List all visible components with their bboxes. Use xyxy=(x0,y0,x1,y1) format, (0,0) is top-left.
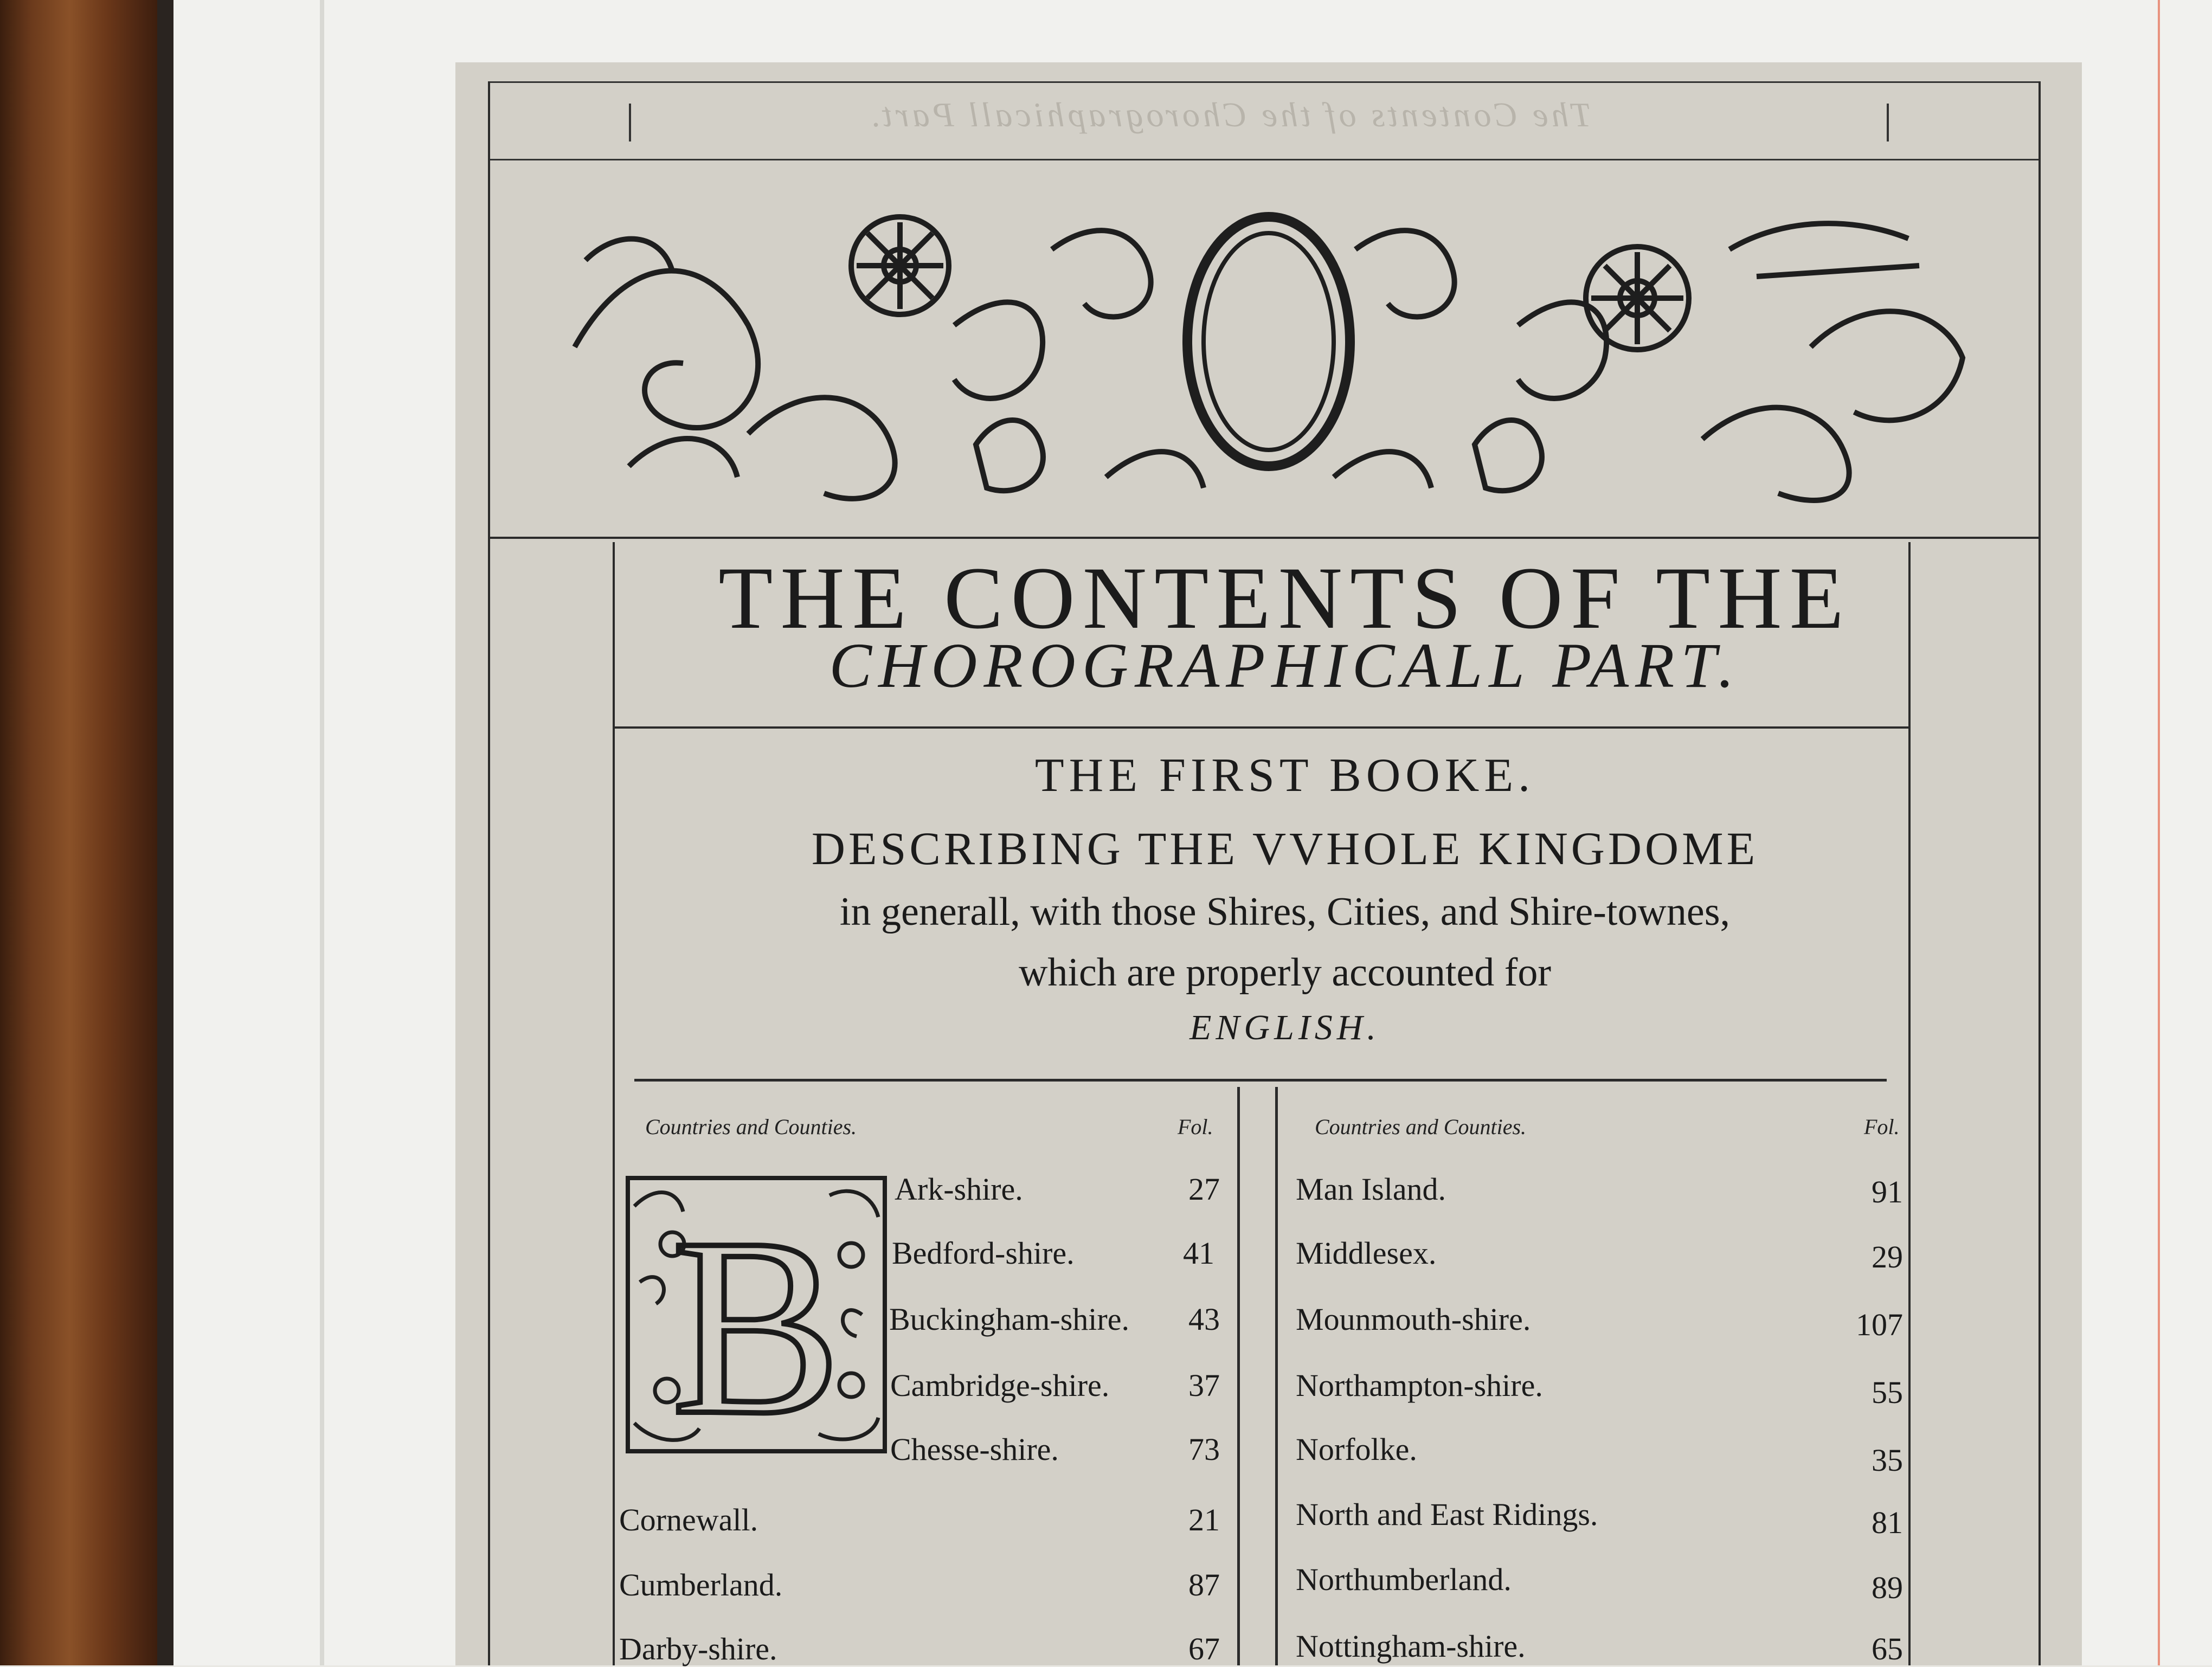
running-head-box xyxy=(488,81,2039,160)
list-item: Norfolke. xyxy=(1296,1432,1417,1467)
list-item: Buckingham-shire. xyxy=(889,1302,1129,1337)
scroll xyxy=(1518,302,1606,398)
right-fol-header: Fol. xyxy=(1864,1115,1900,1139)
list-item: Darby-shire. xyxy=(619,1631,777,1666)
list-item-fol: 67 xyxy=(1188,1631,1220,1666)
scroll xyxy=(954,302,1043,398)
decorated-initial-b xyxy=(623,1174,889,1456)
left-column-header: Countries and Counties. xyxy=(645,1115,857,1139)
rule-above-table xyxy=(634,1079,1887,1082)
mat-red-line xyxy=(2158,0,2160,1665)
list-item: Cornewall. xyxy=(619,1502,758,1537)
hound xyxy=(586,239,672,271)
list-item: Mounmouth-shire. xyxy=(1296,1302,1531,1337)
list-item-fol: 29 xyxy=(1872,1239,1903,1275)
column-divider xyxy=(1237,1087,1240,1665)
inner-rule-left xyxy=(613,542,615,1665)
list-item-fol: 107 xyxy=(1856,1307,1903,1342)
description-line-3: ENGLISH. xyxy=(1189,1008,1380,1047)
list-item-fol: 91 xyxy=(1872,1174,1903,1209)
list-item: Cambridge-shire. xyxy=(890,1368,1110,1403)
left-fol-header: Fol. xyxy=(1178,1115,1213,1139)
list-item-fol: 81 xyxy=(1872,1505,1903,1540)
list-item: Bedford-shire. xyxy=(892,1235,1075,1271)
leaf xyxy=(1106,452,1204,488)
describing-heading: DESCRIBING THE VVHOLE KINGDOME xyxy=(811,822,1759,874)
page-title: THE CONTENTS OF THE xyxy=(718,549,1851,647)
scroll xyxy=(1702,408,1849,500)
hound xyxy=(1729,223,1919,276)
inner-rule-right xyxy=(1908,542,1911,1665)
vase xyxy=(1475,420,1542,491)
book-heading: THE FIRST BOOKE. xyxy=(1034,749,1535,802)
outer-rule-right xyxy=(2039,81,2041,1665)
list-item-fol: 89 xyxy=(1872,1570,1903,1605)
scroll-right xyxy=(1811,311,1963,420)
bleed-through-running-head: The Contents of the Chorographicall Part. xyxy=(867,95,1592,134)
list-item-fol: 37 xyxy=(1188,1368,1220,1403)
woodcut-headpiece xyxy=(564,184,1973,510)
list-item: Cumberland. xyxy=(619,1567,783,1602)
list-item-fol: 73 xyxy=(1188,1432,1220,1467)
column-divider xyxy=(1275,1087,1278,1665)
list-item: Chesse-shire. xyxy=(890,1432,1059,1467)
mat-bevel xyxy=(320,0,324,1665)
description-line-1: in generall, with those Shires, Cities, and Shire-townes, xyxy=(839,890,1731,934)
list-item-fol: 43 xyxy=(1188,1302,1220,1337)
running-head-tick xyxy=(629,104,631,141)
frame-inner-edge xyxy=(157,0,173,1665)
list-item-fol: 27 xyxy=(1188,1172,1220,1207)
list-item: Ark-shire. xyxy=(895,1172,1023,1207)
list-item-fol: 55 xyxy=(1872,1375,1903,1410)
scroll-left xyxy=(575,271,758,428)
list-item: Northampton-shire. xyxy=(1296,1368,1543,1403)
central-oval-cartouche xyxy=(1187,217,1350,466)
scroll xyxy=(748,397,895,499)
list-item: Man Island. xyxy=(1296,1172,1446,1207)
rule-under-ornament xyxy=(488,537,2039,539)
outer-rule-left xyxy=(488,81,490,1665)
list-item: Middlesex. xyxy=(1296,1235,1437,1271)
wooden-frame xyxy=(0,0,173,1665)
vase xyxy=(976,420,1043,491)
list-item-fol: 35 xyxy=(1872,1443,1903,1478)
initial-letter: B xyxy=(671,1185,841,1456)
right-column-header: Countries and Counties. xyxy=(1315,1115,1527,1139)
list-item: North and East Ridings. xyxy=(1296,1497,1598,1532)
leaf xyxy=(1334,452,1431,488)
page-subtitle: CHOROGRAPHICALL PART. xyxy=(829,630,1741,701)
list-item: Northumberland. xyxy=(1296,1562,1512,1597)
description-line-2: which are properly accounted for xyxy=(1018,950,1552,995)
list-item-fol: 65 xyxy=(1872,1631,1903,1666)
bird xyxy=(1355,230,1455,317)
list-item-fol: 87 xyxy=(1188,1567,1220,1602)
rule-under-title xyxy=(613,726,1911,729)
leaf xyxy=(629,439,737,477)
running-head-tick xyxy=(1887,104,1889,141)
list-item-fol: 41 xyxy=(1183,1235,1214,1271)
list-item: Nottingham-shire. xyxy=(1296,1629,1526,1664)
list-item-fol: 21 xyxy=(1188,1502,1220,1537)
bird xyxy=(1052,230,1151,317)
